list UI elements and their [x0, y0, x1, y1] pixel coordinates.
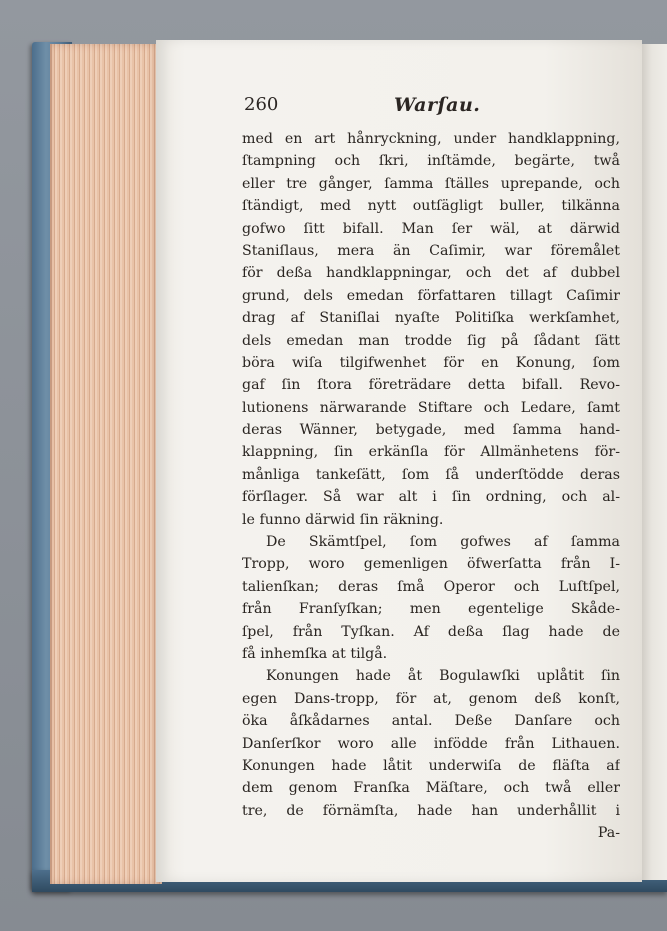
- text-line: med en art hånryckning, under handklappning,: [242, 131, 620, 147]
- text-line: deras Wänner, betygade, med ſamma hand-: [242, 422, 620, 439]
- text-line: talienſkan; deras ſmå Operor och Luſtſpel,: [242, 578, 620, 595]
- paragraph-2: [242, 531, 620, 665]
- text-line: lutionens närwarande Stiftare och Ledare, ſamt: [242, 399, 620, 416]
- text-line: månliga tankeſätt, ſom ſå underſtödde deras: [242, 466, 620, 483]
- text-line: tre, de förnämſta, hade han underhållit i: [242, 802, 620, 819]
- text-line: från Franſyſkan; men egentelige Skåde-: [242, 601, 620, 618]
- text-line: Tropp, woro gemenligen öfwerſatta från I-: [242, 556, 620, 573]
- page-number: 260: [244, 94, 279, 115]
- text-line: få inhemſka at tilgå.: [242, 645, 388, 662]
- text-line: öka åſkådarnes antal. Deße Danſare och: [242, 713, 620, 730]
- text-line: egen Dans-tropp, för at, genom deß konſt,: [242, 690, 620, 707]
- text-line: eller tre gånger, ſamma ſtälles uprepande, och: [242, 175, 620, 192]
- facing-page-edge: [640, 44, 667, 880]
- text-line: dem genom Franſka Mäſtare, och twå eller: [242, 780, 620, 797]
- text-line: ſtändigt, med nytt outſägligt buller, tilkänna: [242, 198, 620, 215]
- text-line: Konungen hade låtit underwiſa de fläſta af: [242, 757, 620, 774]
- text-line: gaf ſin ſtora företrädare detta bifall. Revo-: [242, 377, 620, 394]
- text-line: dels emedan man trodde ſig på ſådant ſätt: [242, 332, 620, 349]
- text-line: De Skämtſpel, ſom gofwes af ſamma: [266, 534, 620, 551]
- text-line: för deßa handklappningar, och det af dubbel: [242, 265, 620, 282]
- running-head: Warſau.: [394, 94, 481, 116]
- text-line: böra wiſa tilgifwenhet för en Konung, ſom: [242, 354, 620, 371]
- text-line: ſpel, från Tyſkan. Af deßa ſlag hade de: [242, 623, 620, 640]
- text-line: Staniſlaus, mera än Caſimir, war föremålet: [242, 242, 620, 259]
- page-edges: [50, 44, 162, 884]
- page-header: [244, 94, 624, 120]
- paragraph-1: [242, 128, 620, 531]
- text-line: le funno därwid ſin räkning.: [242, 511, 444, 528]
- text-line: grund, dels emedan författaren tillagt Caſimir: [242, 287, 620, 304]
- text-line: Danſerſkor woro alle infödde från Lithauen.: [242, 735, 620, 752]
- text-line: förſlager. Så war alt i ſin ordning, och al-: [242, 489, 620, 506]
- page-text: [242, 128, 620, 845]
- text-line: gofwo ſitt bifall. Man ſer wäl, at därwid: [242, 220, 620, 237]
- text-line: ſtampning och ſkri, inſtämde, begärte, twå: [242, 153, 620, 170]
- catchword: Pa-: [597, 825, 620, 842]
- text-line: klappning, ſin erkänſla för Allmänhetens för-: [242, 444, 620, 461]
- text-line: Konungen hade åt Bogulawſki uplåtit ſin: [266, 668, 620, 685]
- paragraph-3: [242, 665, 620, 822]
- text-line: drag af Staniſlai nyaſte Politiſka werkſamhet,: [242, 310, 620, 327]
